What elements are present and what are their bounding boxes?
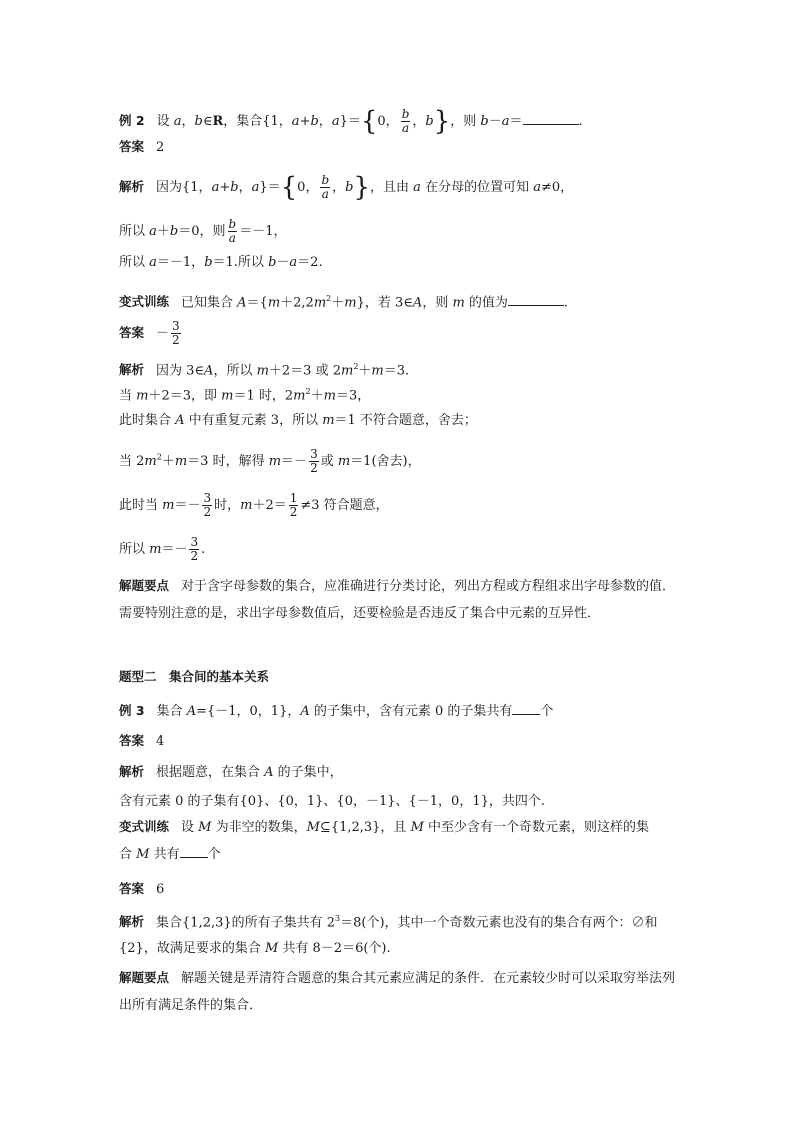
example-2-question: 例 2 设 a，b∈R，集合{1，a+b，a}＝{0， $\frac{b}{a}$ ，b}，则 b－a＝ .	[119, 106, 583, 137]
tip-1: 解题要点 对于含字母参数的集合，应准确进行分类讨论，列出方程或方程组求出字母参数的值．需要特别注意的是，求出字母参数值后，还要检验是否违反了集合中元素的互异性．	[119, 578, 676, 621]
fraction: $\frac{3}{2}$	[203, 491, 212, 519]
variant-2-solution-line-1: 解析 集合{1,2,3}的所有子集共有 $2^3=8$(个)，其中一个奇数元素也没有的集合有两个：∅和	[119, 914, 658, 931]
example-2-solution-line-3: 所以 a＝－1，b＝1.所以 b－a＝2.	[119, 255, 323, 270]
answer-blank[interactable]	[508, 293, 564, 306]
variant-1-answer: 答案 － $\frac{3}{2}$	[119, 319, 180, 347]
fraction: $\frac{b}{a}$	[228, 217, 237, 245]
fraction: $\frac{3}{2}$	[172, 319, 180, 347]
variant-1-solution-line-6: 所以 m＝－ $\frac{3}{2}$ .	[119, 535, 206, 563]
variant-1-solution-line-5: 此时当 m＝－ $\frac{3}{2}$ 时，m＋2＝ $\frac{1}{2}$ ≠3 符合题意，	[119, 491, 389, 519]
variant-2-solution-line-2: {2}，故满足要求的集合 M 共有 8－2＝6(个).	[119, 941, 391, 956]
example-2-solution-line-2: 所以 a＋b＝0，则 $\frac{b}{a}$ ＝－1，	[119, 217, 287, 245]
left-brace: {	[360, 106, 378, 137]
variant-1-solution-line-4: 当 $2m^2+m=3$ 时，解得 m＝－ $\frac{3}{2}$ 或 m＝1(舍去)，	[119, 447, 421, 475]
section-heading: 题型二 集合间的基本关系	[119, 669, 270, 684]
answer-blank[interactable]	[523, 112, 579, 125]
answer-blank[interactable]	[512, 702, 540, 715]
fraction: $\frac{b}{a}$	[401, 107, 410, 135]
example-3-question: 例 3 集合 A={－1，0，1}，A 的子集中，含有元素 0 的子集共有 个	[119, 703, 554, 719]
example-label: 例 2	[119, 113, 145, 128]
fraction: $\frac{1}{2}$	[289, 491, 298, 519]
variant-1-solution-line-3: 此时集合 A 中有重复元素 3，所以 m＝1 不符合题意，舍去；	[119, 413, 477, 428]
variant-2-question-line-2: 合 M 共有 个	[119, 847, 221, 862]
fraction: $\frac{3}{2}$	[310, 447, 318, 475]
right-brace: }	[353, 172, 371, 203]
fraction: $\frac{b}{a}$	[321, 173, 330, 201]
variant-1-question: 变式训练 已知集合 $A=\{m+2,2m^2+m\}$，若 3∈A，则 m 的值为 .	[119, 294, 569, 311]
variant-1-solution-line-1: 解析 因为 3∈A，所以 m＋2＝3 或 $2m^2+m=3$.	[119, 362, 410, 379]
variant-2-question-line-1: 变式训练 设 M 为非空的数集，M⊆{1,2,3}，且 M 中至少含有一个奇数元素，则这样的集	[119, 819, 650, 835]
right-brace: }	[433, 106, 451, 137]
answer-blank[interactable]	[180, 845, 208, 858]
example-3-answer: 答案 4	[119, 733, 165, 749]
example-2-solution-line-1: 解析 因为{1，a+b，a}＝{0， $\frac{b}{a}$ ，b}，且由 a 在分母的位置可知 a≠0，	[119, 172, 574, 203]
variant-2-answer: 答案 6	[119, 881, 165, 897]
tip-2: 解题要点 解题关键是弄清符合题意的集合其元素应满足的条件．在元素较少时可以采取穷举法列出所有满足条件的集合．	[119, 970, 676, 1013]
example-2-answer: 答案 2	[119, 139, 165, 155]
example-3-solution-line-2: 含有元素 0 的子集有{0}、{0，1}、{0，－1}、{－1，0，1}，共四个.	[119, 794, 546, 809]
example-3-solution-line-1: 解析 根据题意，在集合 A 的子集中，	[119, 764, 343, 780]
left-brace: {	[280, 172, 298, 203]
fraction: $\frac{3}{2}$	[190, 535, 199, 563]
variant-1-solution-line-2: 当 m＋2＝3，即 m＝1 时，$2m^2+m=3$，	[119, 387, 371, 404]
